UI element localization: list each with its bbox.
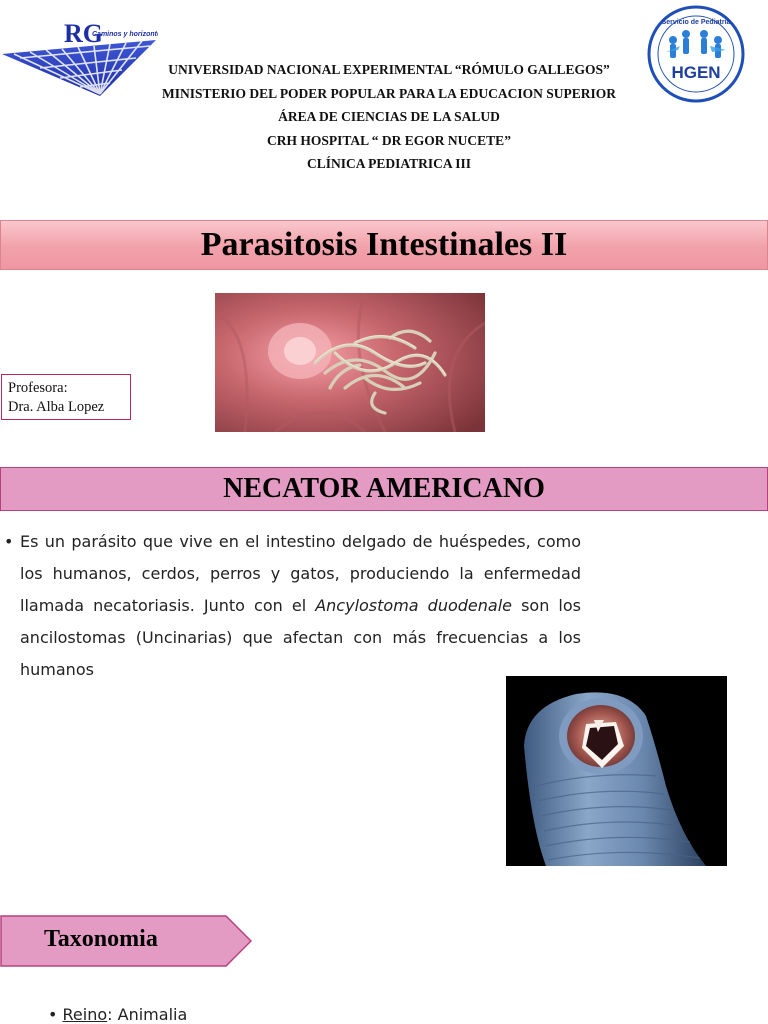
pediatrics-logo [646,4,746,104]
title-banner [0,220,768,270]
institution-line: ÁREA DE CIENCIAS DE LA SALUD [278,109,500,124]
intestine-parasites-image [215,293,485,432]
professor-name: Dra. Alba Lopez [8,399,105,415]
professor-box [1,374,131,420]
description-paragraph [20,526,581,686]
institution-line: CLÍNICA PEDIATRICA III [306,156,472,171]
paragraph-italic-name: Ancylostoma duodenale [315,596,512,615]
page-title: Parasitosis Intestinales II [200,226,568,263]
logo-right-title: HGEN [671,63,721,82]
section-banner [0,467,768,511]
svg-text:RG: RG [64,19,103,48]
institution-line: CRH HOSPITAL “ DR EGOR NUCETE” [267,132,511,148]
bullet-icon: • [4,532,14,551]
university-logo [0,12,158,98]
taxonomy-heading: Taxonomia [44,926,158,952]
taxonomy-item-reino [48,1003,187,1024]
section-heading: NECATOR AMERICANO [223,473,545,504]
logo-right-caption: Servicio de Pediatría [661,19,731,26]
list-bullet: • [48,1005,58,1024]
institution-line: MINISTERIO DEL PODER POPULAR PARA LA EDUCACION SUPERIOR [162,85,616,101]
paragraph-text-end: son los ancilostomas (Uncinarias) que afectan con más frecuencias a los humanos [20,596,581,679]
institution-line: UNIVERSIDAD NACIONAL EXPERIMENTAL “RÓMULO GALLEGOS” [168,62,610,77]
professor-label: Profesora: [8,380,68,396]
hookworm-image [506,676,727,866]
logo-left-caption: Caminos y horizontes [92,31,158,38]
paragraph-text: Es un parásito que vive en el intestino delgado de huéspedes, como los humanos, cerdos, perros y gatos, produciendo la enfermedad llamada necatoriasis. Junto con el [20,532,581,615]
taxonomy-sep: : [107,1005,118,1024]
institution-header [140,58,638,176]
taxonomy-value: Animalia [117,1005,188,1024]
taxonomy-key: Reino [62,1005,108,1024]
